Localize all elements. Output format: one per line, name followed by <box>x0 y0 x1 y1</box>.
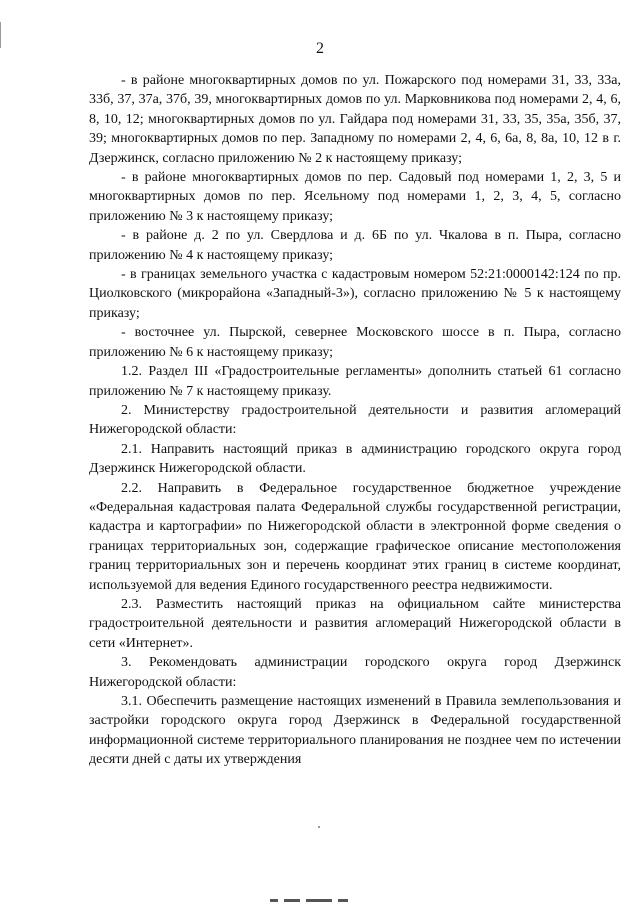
cut-off-next-line <box>270 899 370 903</box>
paragraph-section-3: 3. Рекомендовать администрации городского округа город Дзержинск Нижегородской области: <box>89 655 621 690</box>
paragraph-section-2: 2. Министерству градостроительной деятельности и развития агломераций Нижегородской области: <box>89 402 621 438</box>
cut-off-glyph-mark <box>306 899 332 902</box>
page-number: 2 <box>316 40 324 57</box>
paragraph-sverdlova-street: - в районе д. 2 по ул. Свердлова и д. 6Б по ул. Чкалова в п. Пыра, согласно приложению № 4 к настоящему приказу; <box>89 228 621 263</box>
paragraph-section-3-1: 3.1. Обеспечить размещение настоящих изменений в Правила землепользования и застройки городского округа город Дзержинск в Федеральной государственной информационной системе территориального планирования не позднее чем по истечении десяти дней с даты их утверждения <box>89 694 621 768</box>
paragraph-section-2-3: 2.3. Разместить настоящий приказ на официальном сайте министерства градостроительной деятельности и развития агломераций Нижегородской области в сети «Интернет». <box>89 596 621 651</box>
paragraph-pozharskogo-district: - в районе многоквартирных домов по ул. Пожарского под номерами 31, 33, 33а, 33б, 37, 37а, 37б, 39, многоквартирных домов по ул. Марковникова под номерами 2, 4, 6, 8, 10, 12; многоквартирных домов по ул. Гайдара под номерами 31, 33, 35, 35а, 35б, 37, 39; многоквартирных домов по пер. Западному по номерами 2, 4, 6, 6а, 8, 8а, 10, 12 в г. Дзержинск, согласно приложению № 2 к настоящему приказу; <box>89 73 621 166</box>
cut-off-glyph-mark <box>338 899 348 902</box>
document-body <box>89 71 621 770</box>
paragraph-section-1-2: 1.2. Раздел III «Градостроительные регламенты» дополнить статьей 61 согласно приложению № 7 к настоящему приказу. <box>89 364 621 399</box>
paragraph-cadastral-plot: - в границах земельного участка с кадастровым номером 52:21:0000142:124 по пр. Циолковского (микрорайона «Западный-3»), согласно приложению № 5 к настоящему приказу; <box>89 267 621 321</box>
scan-speck <box>318 826 320 828</box>
paragraph-pyrskaya-street: - восточнее ул. Пырской, севернее Московского шоссе в п. Пыра, согласно приложению № 6 к настоящему приказу; <box>89 325 621 360</box>
cut-off-glyph-mark <box>284 899 300 902</box>
paragraph-section-2-2: 2.2. Направить в Федеральное государственное бюджетное учреждение «Федеральная кадастровая палата Федеральной службы государственной регистрации, кадастра и картографии» по Нижегородской области в электронной форме сведения о границах территориальных зон, содержащие графическое описание местоположения границ территориальных зон и перечень координат этих границ в системе координат, используемой для ведения Единого государственного реестра недвижимости. <box>89 480 621 593</box>
paragraph-sadovy-lane: - в районе многоквартирных домов по пер. Садовый под номерами 1, 2, 3, 5 и многоквартирных домов по пер. Ясельному под номерами 1, 2, 3, 4, 5, согласно приложению № 3 к настоящему приказу; <box>89 170 621 224</box>
cut-off-glyph-mark <box>270 899 278 902</box>
paragraph-section-2-1: 2.1. Направить настоящий приказ в администрацию городского округа город Дзержинск Нижегородской области. <box>89 441 621 477</box>
